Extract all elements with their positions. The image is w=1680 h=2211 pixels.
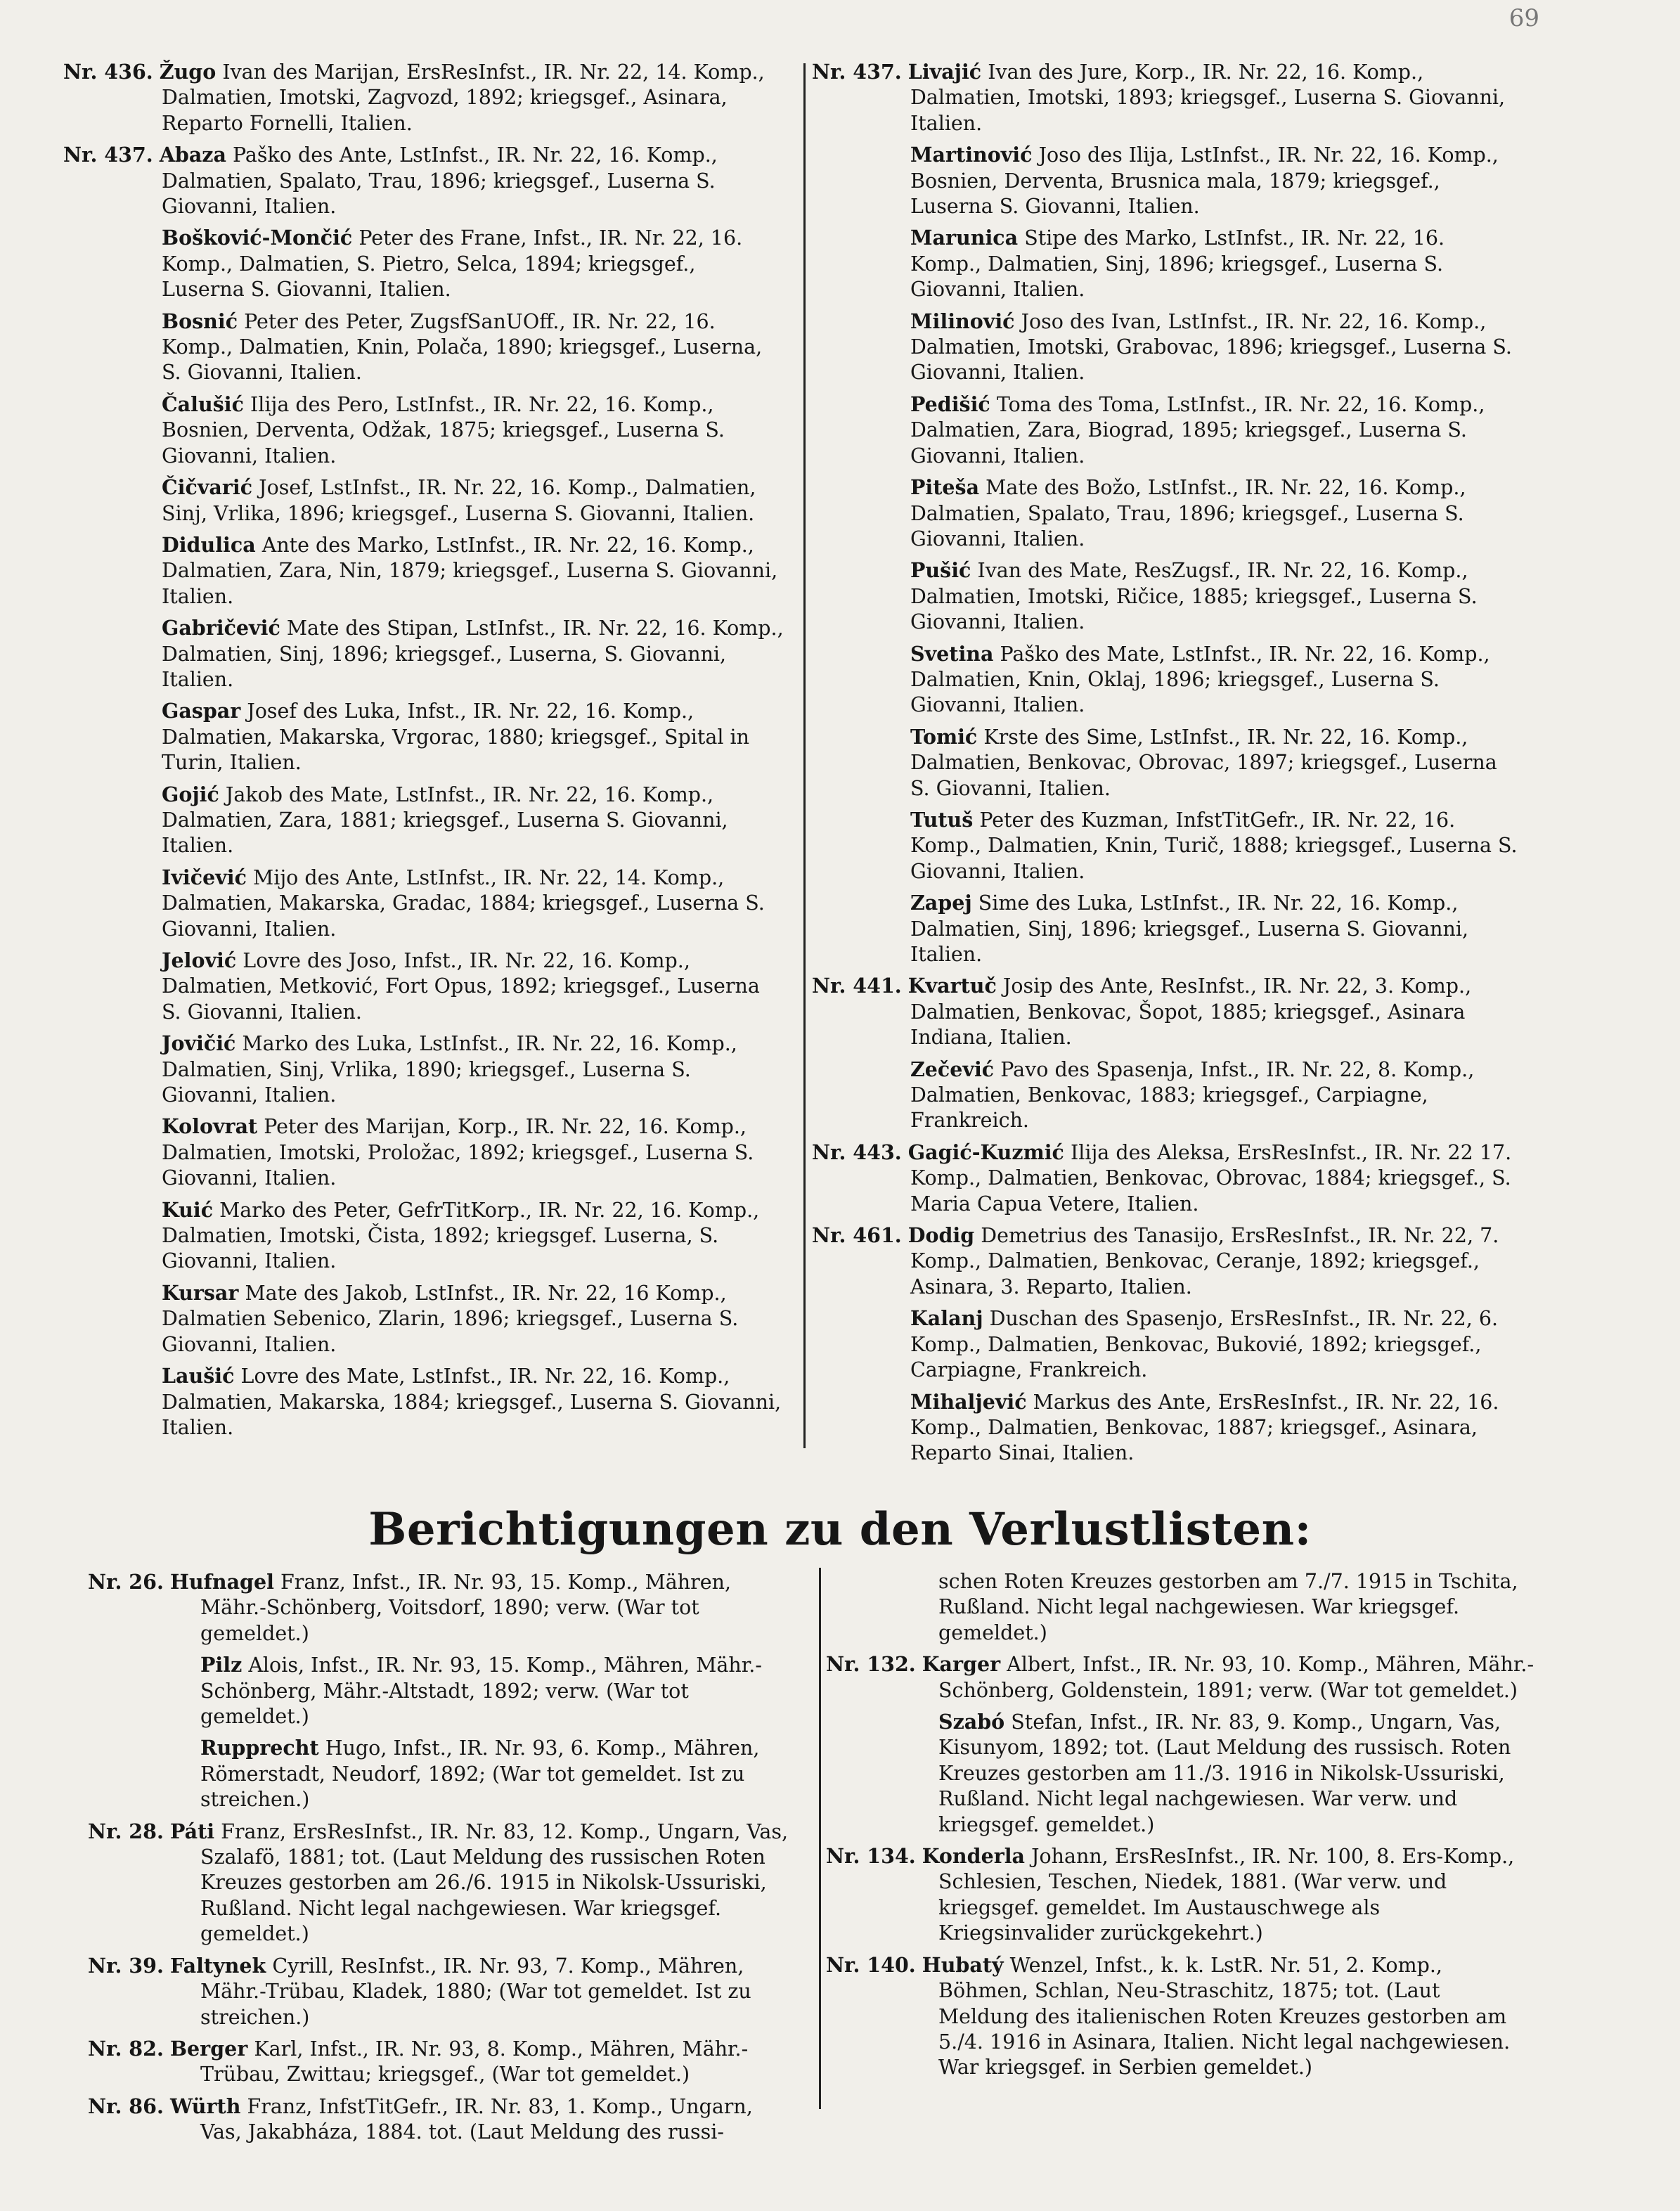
entry-text: Franz, Infst., IR. Nr. 93, 15. Komp., Mähren, Mähr.-Schönberg, Voitsdorf, 1890; verw. (War tot gemeldet.)	[200, 1571, 732, 1645]
entry-text: Ante des Marko, LstInfst., IR. Nr. 22, 16. Komp., Dalmatien, Zara, Nin, 1879; kriegsgef., Luserna S. Giovanni, Italien.	[162, 533, 778, 608]
list-entry	[63, 309, 784, 386]
continued-entry	[826, 1569, 1536, 1646]
entry-text: Lovre des Joso, Infst., IR. Nr. 22, 16. Komp., Dalmatien, Metković, Fort Opus, 1892; kriegsgef., Luserna S. Giovanni, Italien.	[162, 949, 760, 1024]
surname: Hufnagel	[169, 1570, 274, 1594]
list-number: Nr. 443.	[812, 1140, 902, 1164]
surname: Tomić	[910, 724, 978, 749]
surname: Čalušić	[162, 392, 244, 416]
list-entry	[812, 807, 1522, 884]
surname: Szabó	[938, 1710, 1005, 1734]
list-entry	[88, 2036, 791, 2088]
entry-text: Josip des Ante, ResInfst., IR. Nr. 22, 3. Komp., Dalmatien, Benkovac, Šopot, 1885; kriegsgef., Asinara Indiana, Italien.	[910, 974, 1472, 1050]
list-entry	[812, 641, 1522, 718]
entry-text: Lovre des Mate, LstInfst., IR. Nr. 22, 16. Komp., Dalmatien, Makarska, 1884; kriegsgef., Luserna S. Giovanni, Italien.	[162, 1365, 782, 1439]
surname: Kalanj	[910, 1306, 983, 1331]
surname: Pilz	[200, 1653, 243, 1677]
list-entry	[63, 1280, 784, 1358]
entry-text: Stefan, Infst., IR. Nr. 83, 9. Komp., Ungarn, Vas, Kisunyom, 1892; tot. (Laut Meldung des russisch. Roten Kreuzes gestorben am 11./3. 1916 in Nikolsk-Ussuriski, Rußland. Nicht legal nachgewiesen. War verw. und kriegsgef. gemeldet.)	[938, 1710, 1511, 1836]
list-number: Nr. 82.	[88, 2036, 164, 2061]
list-number: Nr. 436.	[63, 60, 153, 84]
list-number: Nr. 437.	[812, 60, 902, 84]
list-entry	[63, 59, 784, 136]
casualty-list-right-column	[812, 59, 1522, 1472]
entry-text: Markus des Ante, ErsResInfst., IR. Nr. 22, 16. Komp., Dalmatien, Benkovac, 1887; kriegsgef., Asinara, Reparto Sinai, Italien.	[910, 1390, 1499, 1465]
surname: Didulica	[162, 532, 256, 557]
entry-text: Ivan des Jure, Korp., IR. Nr. 22, 16. Komp., Dalmatien, Imotski, 1893; kriegsgef., Luserna S. Giovanni, Italien.	[910, 60, 1506, 135]
surname: Mihaljević	[910, 1389, 1027, 1414]
list-number: Nr. 132.	[826, 1652, 916, 1677]
list-entry	[812, 557, 1522, 635]
list-entry	[88, 1652, 791, 1729]
entry-text: Duschan des Spasenjo, ErsResInfst., IR. Nr. 22, 6. Komp., Dalmatien, Benkovac, Bukovié, 1892; kriegsgef., Carpiagne, Frankreich.	[910, 1307, 1499, 1382]
surname: Čičvarić	[162, 475, 253, 500]
surname: Pedišić	[910, 392, 990, 416]
corrections-right-column	[826, 1569, 1536, 2087]
list-entry	[63, 1197, 784, 1275]
list-entry	[63, 698, 784, 775]
list-entry	[826, 1952, 1536, 2081]
page-number: 69	[1508, 4, 1539, 32]
surname: Ivičević	[162, 865, 247, 889]
entry-text: Franz, ErsResInfst., IR. Nr. 83, 12. Komp., Ungarn, Vas, Szalafö, 1881; tot. (Laut Meldung des russischen Roten Kreuzes gestorben am 26./6. 1915 in Nikolsk-Ussuriski, Rußland. Nicht legal nachgewiesen. War kriegsgef. gemeldet.)	[200, 1819, 789, 1946]
surname: Svetina	[910, 641, 994, 666]
surname: Zapej	[910, 891, 972, 915]
surname: Gagić-Kuzmić	[907, 1140, 1064, 1164]
surname: Pušić	[910, 558, 971, 583]
entry-text: Peter des Peter, ZugsfSanUOff., IR. Nr. 22, 16. Komp., Dalmatien, Knin, Polača, 1890; kriegsgef., Luserna, S. Giovanni, Italien.	[162, 309, 763, 385]
entry-text: Ivan des Mate, ResZugsf., IR. Nr. 22, 16. Komp., Dalmatien, Imotski, Ričice, 1885; kriegsgef., Luserna S. Giovanni, Italien.	[910, 559, 1478, 634]
surname: Žugo	[159, 60, 217, 84]
entry-text: Ilija des Pero, LstInfst., IR. Nr. 22, 16. Komp., Bosnien, Derventa, Odžak, 1875; kriegsgef., Luserna S. Giovanni, Italien.	[162, 392, 725, 468]
list-entry	[88, 1735, 791, 1812]
list-number: Nr. 134.	[826, 1844, 916, 1869]
list-entry	[812, 1389, 1522, 1467]
list-entry	[812, 142, 1522, 219]
surname: Laušić	[162, 1364, 235, 1388]
list-entry	[63, 532, 784, 610]
entry-text: Toma des Toma, LstInfst., IR. Nr. 22, 16. Komp., Dalmatien, Zara, Biograd, 1895; kriegsgef., Luserna S. Giovanni, Italien.	[910, 392, 1485, 468]
surname: Berger	[169, 2036, 248, 2061]
entry-text: Johann, ErsResInfst., IR. Nr. 100, 8. Ers-Komp., Schlesien, Teschen, Niedek, 1881. (War verw. und kriegsgef. gemeldet. Im Austauschwege als Kriegsinvalider zurückgekehrt.)	[938, 1845, 1515, 1945]
list-entry	[812, 1306, 1522, 1383]
surname: Marunica	[910, 226, 1019, 250]
entry-text: Joso des Ilija, LstInfst., IR. Nr. 22, 16. Komp., Bosnien, Derventa, Brusnica mala, 1879; kriegsgef., Luserna S. Giovanni, Italien.	[910, 143, 1499, 219]
entry-text: Peter des Kuzman, InfstTitGefr., IR. Nr. 22, 16. Komp., Dalmatien, Knin, Turič, 1888; kriegsgef., Luserna S. Giovanni, Italien.	[910, 808, 1518, 883]
surname: Abaza	[159, 143, 226, 167]
surname: Jelović	[162, 948, 237, 972]
list-number: Nr. 461.	[812, 1223, 902, 1248]
entry-text: Pavo des Spasenja, Infst., IR. Nr. 22, 8. Komp., Dalmatien, Benkovac, 1883; kriegsgef., Carpiagne, Frankreich.	[910, 1057, 1475, 1133]
surname: Bošković-Mončić	[162, 226, 353, 250]
entry-text: Paško des Ante, LstInfst., IR. Nr. 22, 16. Komp., Dalmatien, Spalato, Trau, 1896; kriegsgef., Luserna S. Giovanni, Italien.	[162, 143, 718, 219]
list-entry	[826, 1709, 1536, 1838]
list-number: Nr. 86.	[88, 2094, 164, 2118]
list-entry	[63, 1031, 784, 1108]
entry-text: Mate des Božo, LstInfst., IR. Nr. 22, 16. Komp., Dalmatien, Spalato, Trau, 1896; kriegsgef., Luserna S. Giovanni, Italien.	[910, 476, 1466, 550]
list-entry	[88, 1819, 791, 1947]
list-number: Nr. 39.	[88, 1953, 164, 1978]
surname: Páti	[169, 1819, 215, 1843]
section-title: Berichtigungen zu den Verlustlisten:	[368, 1503, 1312, 1556]
entry-text: Demetrius des Tanasijo, ErsResInfst., IR. Nr. 22, 7. Komp., Dalmatien, Benkovac, Ceranje, 1892; kriegsgef., Asinara, 3. Reparto, Italien.	[910, 1224, 1499, 1298]
list-entry	[826, 1843, 1536, 1947]
list-entry	[63, 475, 784, 527]
list-number: Nr. 140.	[826, 1952, 916, 1977]
surname: Milinović	[910, 309, 1015, 333]
list-entry	[812, 225, 1522, 302]
list-entry	[812, 1140, 1522, 1217]
surname: Würth	[169, 2094, 241, 2118]
column-divider-bottom	[819, 1568, 821, 2109]
surname: Hubatý	[922, 1952, 1004, 1977]
entry-text: Hugo, Infst., IR. Nr. 93, 6. Komp., Mähren, Römerstadt, Neudorf, 1892; (War tot gemeldet. Ist zu streichen.)	[200, 1736, 760, 1812]
list-entry	[63, 1363, 784, 1440]
corrections-left-column	[88, 1569, 791, 2151]
list-entry	[88, 1953, 791, 2030]
entry-text: schen Roten Kreuzes gestorben am 7./7. 1915 in Tschita, Rußland. Nicht legal nachgewiesen. War kriegsgef. gemeldet.)	[938, 1570, 1518, 1644]
entry-text: Krste des Sime, LstInfst., IR. Nr. 22, 16. Komp., Dalmatien, Benkovac, Obrovac, 1897; kriegsgef., Luserna S. Giovanni, Italien.	[910, 725, 1497, 800]
surname: Rupprecht	[200, 1736, 319, 1760]
entry-text: Marko des Luka, LstInfst., IR. Nr. 22, 16. Komp., Dalmatien, Sinj, Vrlika, 1890; kriegsgef., Luserna S. Giovanni, Italien.	[162, 1032, 737, 1107]
surname: Kursar	[162, 1280, 239, 1305]
entry-text: Albert, Infst., IR. Nr. 93, 10. Komp., Mähren, Mähr.-Schönberg, Goldenstein, 1891; verw. (War tot gemeldet.)	[938, 1653, 1534, 1702]
surname: Kuić	[162, 1197, 214, 1222]
column-divider-top	[803, 63, 806, 1448]
entry-text: Josef, LstInfst., IR. Nr. 22, 16. Komp., Dalmatien, Sinj, Vrlika, 1896; kriegsgef., Luserna S. Giovanni, Italien.	[162, 476, 756, 525]
list-entry	[63, 615, 784, 692]
surname: Konderla	[922, 1844, 1026, 1869]
surname: Tutuš	[910, 807, 974, 832]
list-entry	[88, 2094, 791, 2146]
list-entry	[826, 1651, 1536, 1703]
list-entry	[63, 392, 784, 469]
entry-text: Alois, Infst., IR. Nr. 93, 15. Komp., Mähren, Mähr.-Schönberg, Mähr.-Altstadt, 1892; verw. (War tot gemeldet.)	[200, 1654, 762, 1729]
entry-text: Jakob des Mate, LstInfst., IR. Nr. 22, 16. Komp., Dalmatien, Zara, 1881; kriegsgef., Luserna S. Giovanni, Italien.	[162, 782, 728, 858]
entry-text: Mate des Jakob, LstInfst., IR. Nr. 22, 16 Komp., Dalmatien Sebenico, Zlarin, 1896; kriegsgef., Luserna S. Giovanni, Italien.	[162, 1281, 739, 1356]
surname: Bosnić	[162, 309, 238, 333]
surname: Livajić	[907, 60, 982, 84]
list-entry	[812, 309, 1522, 386]
entry-text: Peter des Frane, Infst., IR. Nr. 22, 16. Komp., Dalmatien, S. Pietro, Selca, 1894; kriegsgef., Luserna S. Giovanni, Italien.	[162, 226, 743, 302]
entry-text: Wenzel, Infst., k. k. LstR. Nr. 51, 2. Komp., Böhmen, Schlan, Neu-Straschitz, 1875; tot. (Laut Meldung des italienischen Roten Kreuzes gestorben am 5./4. 1916 in Asinara, Italien. Nicht legal nachgewiesen. War kriegsgef. in Serbien gemeldet.)	[938, 1953, 1511, 2080]
entry-text: Mate des Stipan, LstInfst., IR. Nr. 22, 16. Komp., Dalmatien, Sinj, 1896; kriegsgef., Luserna, S. Giovanni, Italien.	[162, 617, 784, 691]
entry-text: Cyrill, ResInfst., IR. Nr. 93, 7. Komp., Mähren, Mähr.-Trübau, Kladek, 1880; (War tot gemeldet. Ist zu streichen.)	[200, 1954, 751, 2029]
surname: Faltynek	[169, 1953, 266, 1978]
list-entry	[812, 890, 1522, 967]
list-entry	[812, 1057, 1522, 1134]
entry-text: Franz, InfstTitGefr., IR. Nr. 83, 1. Komp., Ungarn, Vas, Jakabháza, 1884. tot. (Laut Meldung des russi-	[200, 2094, 753, 2144]
entry-text: Stipe des Marko, LstInfst., IR. Nr. 22, 16. Komp., Dalmatien, Sinj, 1896; kriegsgef., Luserna S. Giovanni, Italien.	[910, 226, 1445, 302]
entry-text: Ivan des Marijan, ErsResInfst., IR. Nr. 22, 14. Komp., Dalmatien, Imotski, Zagvozd, 1892; kriegsgef., Asinara, Reparto Fornelli, Italien.	[162, 60, 765, 135]
entry-text: Mijo des Ante, LstInfst., IR. Nr. 22, 14. Komp., Dalmatien, Makarska, Gradac, 1884; kriegsgef., Luserna S. Giovanni, Italien.	[162, 865, 765, 941]
list-entry	[63, 948, 784, 1025]
surname: Gabričević	[162, 616, 280, 640]
casualty-list-left-column	[63, 59, 784, 1446]
surname: Gaspar	[162, 699, 241, 723]
list-entry	[812, 973, 1522, 1050]
list-number: Nr. 26.	[88, 1570, 164, 1594]
list-entry	[88, 1569, 791, 1646]
entry-text: Karl, Infst., IR. Nr. 93, 8. Komp., Mähren, Mähr.-Trübau, Zwittau; kriegsgef., (War tot gemeldet.)	[200, 2037, 749, 2087]
surname: Jovičić	[162, 1031, 236, 1056]
entry-text: Paško des Mate, LstInfst., IR. Nr. 22, 16. Komp., Dalmatien, Knin, Oklaj, 1896; kriegsgef., Luserna S. Giovanni, Italien.	[910, 642, 1490, 717]
list-entry	[63, 225, 784, 302]
list-number: Nr. 437.	[63, 143, 153, 167]
surname: Piteša	[910, 475, 980, 500]
entry-text: Sime des Luka, LstInfst., IR. Nr. 22, 16. Komp., Dalmatien, Sinj, 1896; kriegsgef., Luserna S. Giovanni, Italien.	[910, 891, 1469, 966]
list-entry	[812, 1223, 1522, 1300]
list-entry	[812, 724, 1522, 801]
surname: Kvartuč	[907, 974, 997, 998]
list-entry	[812, 475, 1522, 552]
list-entry	[812, 59, 1522, 136]
surname: Gojić	[162, 782, 219, 806]
list-entry	[63, 865, 784, 942]
list-number: Nr. 28.	[88, 1819, 164, 1843]
list-entry	[63, 142, 784, 219]
surname: Zečević	[910, 1057, 995, 1081]
entry-text: Marko des Peter, GefrTitKorp., IR. Nr. 22, 16. Komp., Dalmatien, Imotski, Čista, 1892; kriegsgef. Luserna, S. Giovanni, Italien.	[162, 1198, 760, 1273]
entry-text: Josef des Luka, Infst., IR. Nr. 22, 16. Komp., Dalmatien, Makarska, Vrgorac, 1880; kriegsgef., Spital in Turin, Italien.	[162, 700, 749, 775]
surname: Martinović	[910, 143, 1033, 167]
list-entry	[63, 782, 784, 859]
surname: Kolovrat	[162, 1114, 258, 1139]
entry-text: Joso des Ivan, LstInfst., IR. Nr. 22, 16. Komp., Dalmatien, Imotski, Grabovac, 1896; kriegsgef., Luserna S. Giovanni, Italien.	[910, 309, 1512, 385]
entry-text: Ilija des Aleksa, ErsResInfst., IR. Nr. 22 17. Komp., Dalmatien, Benkovac, Obrovac, 1884; kriegsgef., S. Maria Capua Vetere, Italien.	[910, 1140, 1512, 1216]
surname: Dodig	[907, 1223, 975, 1248]
list-number: Nr. 441.	[812, 974, 902, 998]
list-entry	[812, 392, 1522, 469]
entry-text: Peter des Marijan, Korp., IR. Nr. 22, 16. Komp., Dalmatien, Imotski, Proložac, 1892; kriegsgef., Luserna S. Giovanni, Italien.	[162, 1115, 754, 1190]
list-entry	[63, 1114, 784, 1191]
surname: Karger	[922, 1652, 1001, 1677]
